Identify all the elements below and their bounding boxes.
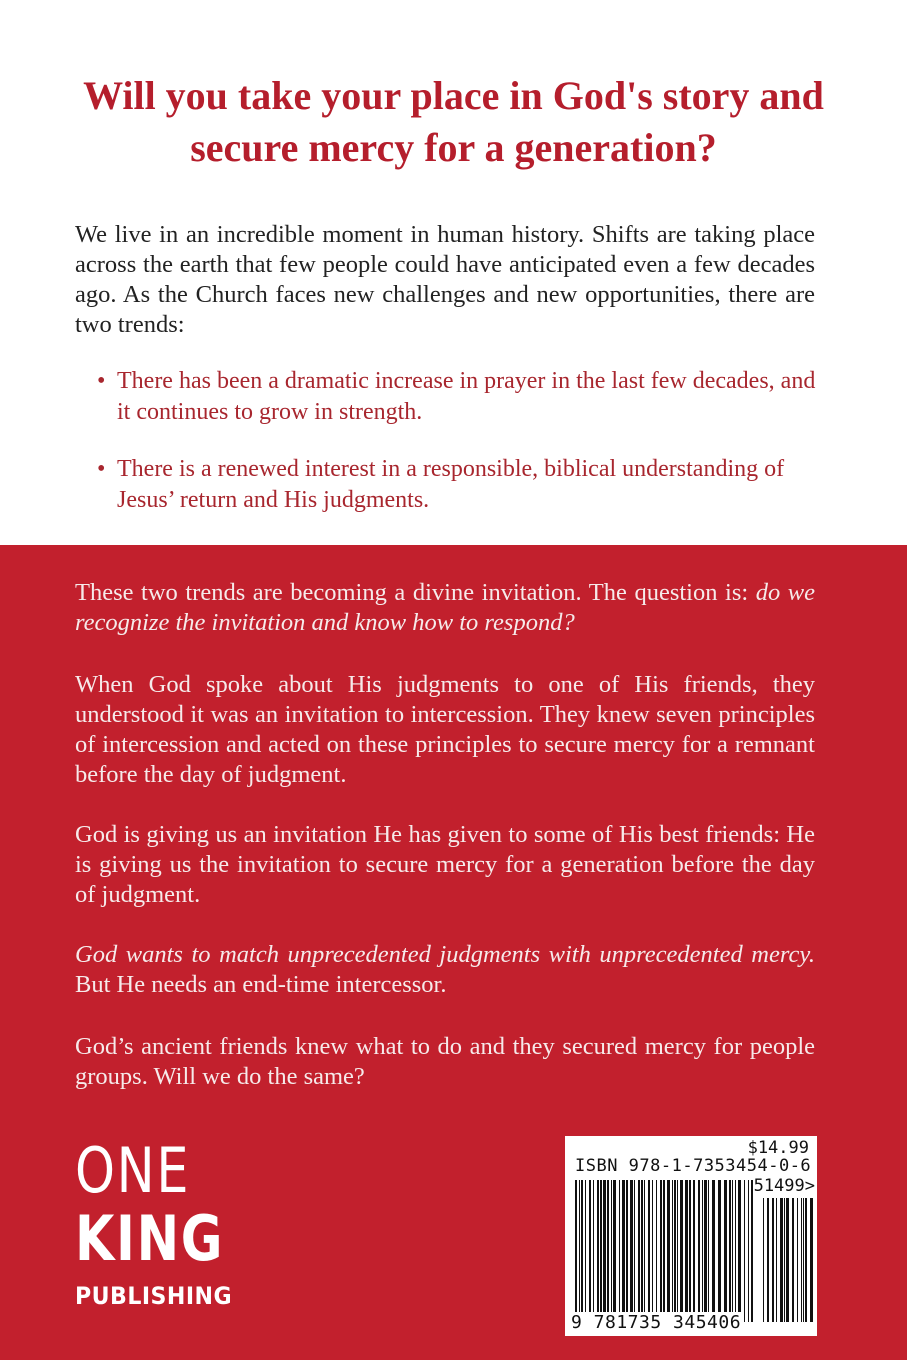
barcode-bar — [575, 1180, 577, 1322]
intro-paragraph: We live in an incredible moment in human history. Shifts are taking place across the earth that few people could have anticipated even a few decades ago. As the Church faces new challenges and new opportunities, there are two trends: — [75, 221, 815, 338]
barcode-bar — [634, 1180, 635, 1322]
barcode-bar — [581, 1180, 583, 1322]
barcode-digits: 9 781735 345406 — [571, 1312, 742, 1333]
barcode-bar — [630, 1180, 633, 1322]
barcode-bar — [708, 1180, 709, 1322]
barcode-bar — [801, 1198, 802, 1322]
addon-code: 51499> — [753, 1176, 815, 1196]
barcode-bar — [638, 1180, 640, 1322]
barcode-bar — [702, 1180, 703, 1322]
barcode-bar — [579, 1180, 580, 1322]
paragraph-friends: When God spoke about His judgments to one of His friends, they understood it was an invitation to intercession. They knew seven principles of intercession and acted on these principles to secure mercy for a remnant before the day of judgment. — [75, 671, 815, 788]
isbn-barcode — [565, 1136, 817, 1336]
paragraph-mercy: God wants to match unprecedented judgments with unprecedented mercy. But He needs an end-time intercessor. — [75, 941, 815, 998]
barcode-bar — [732, 1180, 733, 1322]
headline: Will you take your place in God's story and secure mercy for a generation? — [83, 73, 824, 170]
barcode-bar — [619, 1180, 620, 1322]
barcode-bar — [622, 1180, 625, 1322]
trend-list — [97, 366, 822, 542]
barcode-bar — [641, 1180, 643, 1322]
barcode-bar — [751, 1180, 753, 1322]
barcode-bar — [660, 1180, 662, 1322]
barcode-bar — [780, 1198, 783, 1322]
barcode-bar — [589, 1180, 591, 1322]
barcode-bar — [805, 1198, 807, 1322]
barcode-bar — [763, 1198, 764, 1322]
barcode-bar — [613, 1180, 616, 1322]
price-label: $14.99 — [747, 1138, 809, 1158]
barcode-bar — [674, 1180, 676, 1322]
paragraph-invitation: These two trends are becoming a divine invitation. The question is: do we recognize the invitation and know how to respond? — [75, 579, 816, 636]
barcode-bar — [689, 1180, 691, 1322]
barcode-bar — [680, 1180, 683, 1322]
barcode-bar — [767, 1198, 769, 1322]
barcode-bar — [663, 1180, 665, 1322]
barcode-bar — [784, 1198, 785, 1322]
barcode-bar — [772, 1198, 774, 1322]
list-item: • There has been a dramatic increase in prayer in the last few decades, and it continues to grow in strength. — [97, 368, 816, 425]
barcode-bar — [797, 1198, 798, 1322]
barcode-bar — [786, 1198, 789, 1322]
barcode-bar — [704, 1180, 707, 1322]
barcode-bar — [652, 1180, 653, 1322]
paragraph-generation: God is giving us an invitation He has given to some of His best friends: He is giving us the invitation to secure mercy for a generation before the day of judgment. — [75, 821, 815, 908]
logo-line-one: ONE — [75, 1134, 191, 1207]
paragraph-question: God’s ancient friends knew what to do and they secured mercy for people groups. Will we do the same? — [75, 1033, 815, 1090]
barcode-bar — [677, 1180, 678, 1322]
barcode-bar — [729, 1180, 731, 1322]
bullet-icon: • — [97, 368, 106, 394]
list-item: • There is a renewed interest in a responsible, biblical understanding of Jesus’ return and His judgments. — [97, 456, 785, 513]
barcode-bar — [685, 1180, 688, 1322]
barcode-bar — [776, 1198, 777, 1322]
publisher-logo — [75, 1134, 257, 1310]
bullet-icon: • — [97, 456, 106, 482]
barcode-bar — [611, 1180, 612, 1322]
barcode-bar — [712, 1180, 715, 1322]
barcode-bar — [656, 1180, 657, 1322]
barcode-bar — [698, 1180, 700, 1322]
barcode-bar — [748, 1180, 749, 1322]
barcode-bar — [738, 1180, 741, 1322]
barcode-bar — [672, 1180, 673, 1322]
barcode-bar — [607, 1180, 609, 1322]
barcode-bar — [626, 1180, 628, 1322]
barcode-bar — [803, 1198, 804, 1322]
barcode-bar — [792, 1198, 794, 1322]
barcode-bar — [648, 1180, 650, 1322]
barcode-bar — [585, 1180, 586, 1322]
barcode-bar — [718, 1180, 721, 1322]
barcode-bar — [644, 1180, 645, 1322]
barcode-bar — [603, 1180, 606, 1322]
barcode-bar — [597, 1180, 599, 1322]
logo-line-king: KING — [75, 1202, 225, 1275]
barcode-bar — [693, 1180, 695, 1322]
barcode-bar — [810, 1198, 813, 1322]
barcode-bar — [735, 1180, 736, 1322]
barcode-bar — [744, 1180, 745, 1322]
logo-line-publishing: PUBLISHING — [75, 1282, 233, 1310]
isbn-label: ISBN 978-1-7353454-0-6 — [575, 1156, 812, 1176]
barcode-bar — [600, 1180, 602, 1322]
barcode-bar — [724, 1180, 727, 1322]
barcode-bar — [667, 1180, 670, 1322]
barcode-bar — [593, 1180, 594, 1322]
